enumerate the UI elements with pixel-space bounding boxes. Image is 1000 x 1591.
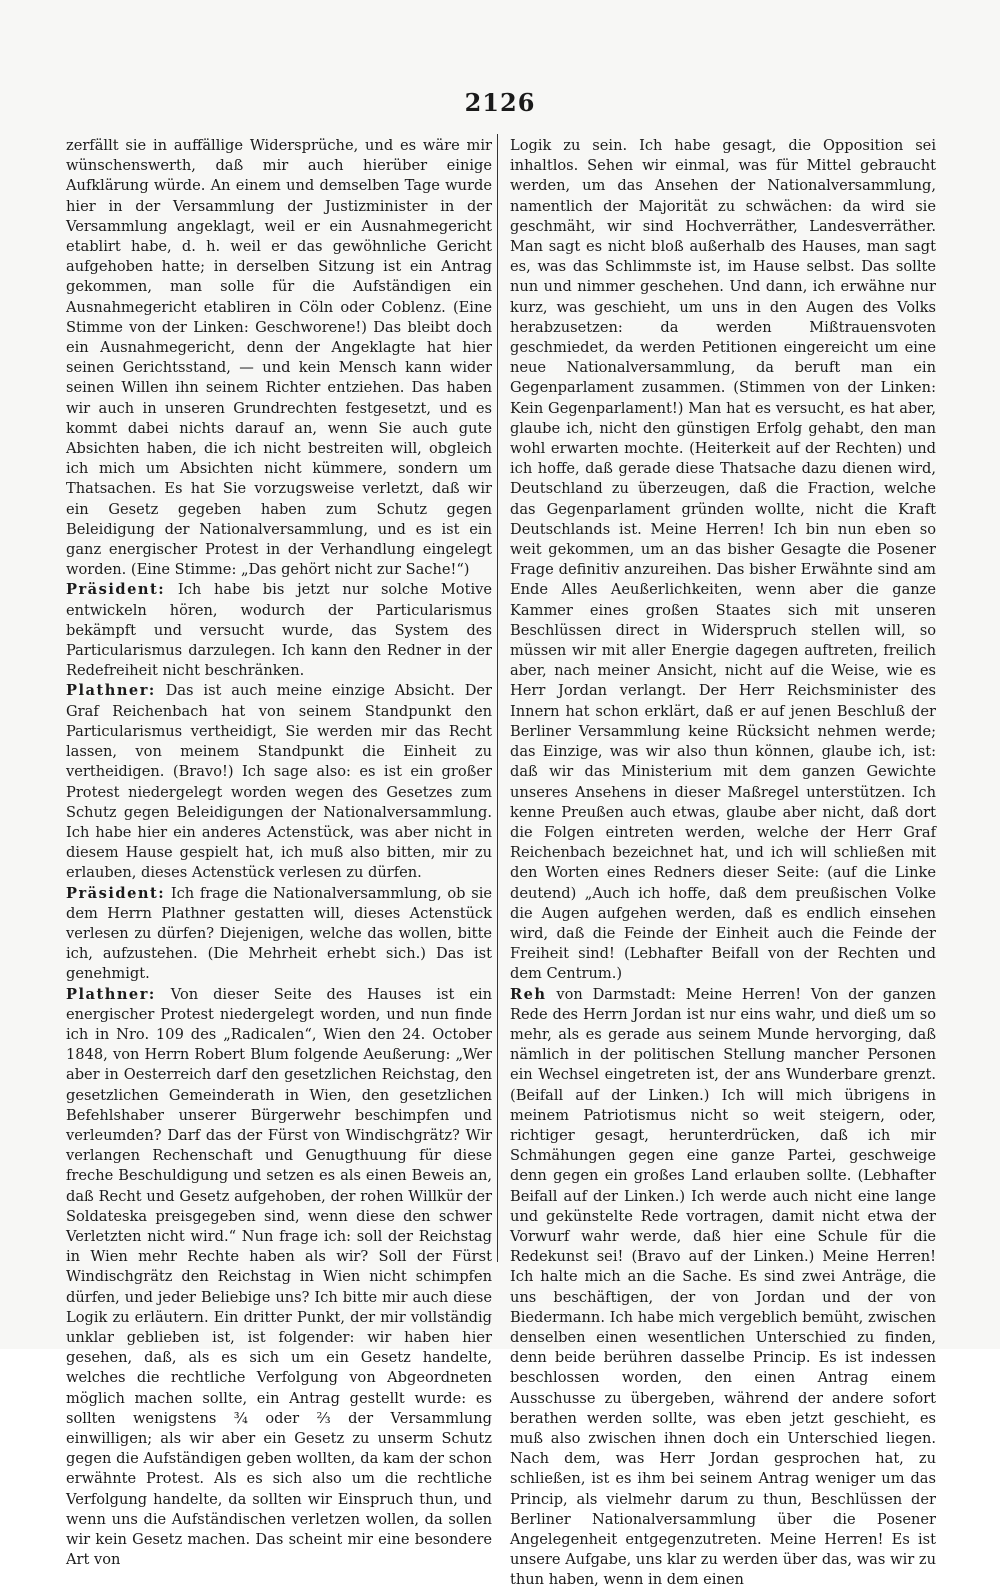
speaker-name: Präsident:: [66, 581, 166, 599]
paragraph: [66, 681, 492, 883]
paragraph-text: zerfällt sie in auffällige Widersprüche, und es wäre mir wünschenswerth, daß mir auch hierüber einige Aufklärung würde. An einem und demselben Tage wurde hier in der Versammlung der Justizminister in der Versammlung angeklagt, weil er ein Ausnahmegericht etablirt habe, d. h. weil er das gewöhnliche Gericht aufgehoben hatte; in derselben Sitzung ist ein Antrag gekommen, man solle für die Aufständigen ein Ausnahmegericht etabliren in Cöln oder Coblenz. (Eine Stimme von der Linken: Geschworene!) Das bleibt doch ein Ausnahmegericht, denn der Angeklagte hat hier seinen Gerichtsstand, — und kein Mensch kann wider seinen Willen ihn seinem Richter entziehen. Das haben wir auch in unseren Grundrechten festgesetzt, und es kommt dabei nichts darauf an, wenn Sie auch gute Absichten haben, die ich nicht bestreiten will, obgleich ich mich um Absichten nicht kümmere, sondern um Thatsachen. Es hat Sie vorzugsweise verletzt, daß wir ein Gesetz gegeben haben zum Schutz gegen Beleidigung der Nationalversammlung, und es ist ein ganz energischer Protest in der Verhandlung eingelegt worden. (Eine Stimme: „Das gehört nicht zur Sache!“): [66, 137, 492, 579]
paragraph: [66, 884, 492, 985]
paragraph-text: Logik zu sein. Ich habe gesagt, die Opposition sei inhaltlos. Sehen wir einmal, was für Mittel gebraucht werden, um das Ansehen der Nationalversammlung, namentlich der Majorität zu schwächen: da wird sie geschmäht, wir sind Hochverräther, Landesverräther. Man sagt es nicht bloß außerhalb des Hauses, man sagt es, was das Schlimmste ist, im Hause selbst. Das sollte nun und nimmer geschehen. Und dann, ich erwähne nur kurz, was geschieht, um uns in den Augen des Volks herabzusetzen: da werden Mißtrauensvoten geschmiedet, da werden Petitionen eingereicht um eine neue Nationalversammlung, da beruft man ein Gegenparlament zusammen. (Stimmen von der Linken: Kein Gegenparlament!) Man hat es versucht, es hat aber, glaube ich, nicht den günstigen Erfolg gehabt, den man wohl erwarten mochte. (Heiterkeit auf der Rechten) und ich hoffe, daß gerade diese Thatsache dazu dienen wird, Deutschland zu überzeugen, daß die Fraction, welche das Gegenparlament gründen wollte, nicht die Kraft Deutschlands ist. Meine Herren! Ich bin nun eben so weit gekommen, um an das bisher Gesagte die Posener Frage definitiv anzureihen. Das bisher Erwähnte sind am Ende Alles Aeußerlichkeiten, wenn aber die ganze Kammer eines großen Staates sich mit unseren Beschlüssen direct in Widerspruch stellen will, so müssen wir mit aller Energie dagegen auftreten, freilich aber, nach meiner Ansicht, nicht auf die Weise, wie es Herr Jordan verlangt. Der Herr Reichsminister des Innern hat schon erklärt, daß er auf jenen Beschluß der Berliner Versammlung keine Rücksicht nehmen werde; das Einzige, was wir also thun können, glaube ich, ist: daß wir das Ministerium mit dem ganzen Gewichte unseres Ansehens in dieser Maßregel unterstützen. Ich kenne Preußen auch etwas, glaube aber nicht, daß dort die Folgen eintreten werden, welche der Herr Graf Reichenbach bezeichnet hat, und ich will schließen mit den Worten eines Redners dieser Seite: (auf die Linke deutend) „Auch ich hoffe, daß dem preußischen Volke die Augen aufgehen werden, daß es endlich einsehen wird, daß die Feinde der Einheit auch die Feinde der Freiheit sind! (Lebhafter Beifall von der Rechten und dem Centrum.): [510, 137, 936, 983]
paragraph: [510, 136, 936, 985]
speaker-name: Präsident:: [66, 884, 166, 902]
paragraph-text: Ich frage die Nationalversammlung, ob sie dem Herrn Plathner gestatten will, dieses Actenstück verlesen zu dürfen? Diejenigen, welche das wollen, bitte ich, aufzustehen. (Die Mehrheit erhebt sich.) Das ist genehmigt.: [66, 884, 492, 983]
speaker-name: Plathner:: [66, 985, 156, 1003]
paragraph-text: Von dieser Seite des Hauses ist ein energischer Protest niedergelegt worden, und nun finde ich in Nro. 109 des „Radicalen“, Wien den 24. October 1848, von Herrn Robert Blum folgende Aeußerung: „Wer aber in Oesterreich darf den gesetzlichen Reichstag, den gesetzlichen Gemeinderath in Wien, den gesetzlichen Befehlshaber unserer Bürgerwehr beschimpfen und verleumden? Darf das der Fürst von Windischgrätz? Wir verlangen Rechenschaft und Genugthuung für diese freche Beschuldigung und setzen es als einen Beweis an, daß Recht und Gesetz aufgehoben, der rohen Willkür der Soldateska preisgegeben sind, wenn diese den schwer Verletzten nicht wird.“ Nun frage ich: soll der Reichstag in Wien mehr Rechte haben als wir? Soll der Fürst Windischgrätz den Reichstag in Wien nicht schimpfen dürfen, und jeder Beliebige uns? Ich bitte mir auch diese Logik zu erläutern. Ein dritter Punkt, der mir vollständig unklar geblieben ist, ist folgender: wir haben hier gesehen, daß, als es sich um ein Gesetz handelte, welches die rechtliche Verfolgung von Abgeordneten möglich machen sollte, ein Antrag gestellt wurde: es sollten wenigstens ¾ oder ⅔ der Versammlung einwilligen; als wir aber ein Gesetz zu unserm Schutz gegen die Aufständigen geben wollten, da kam der schon erwähnte Protest. Als es sich also um die rechtliche Verfolgung handelte, da sollten wir Einspruch thun, und wenn uns die Aufständischen verletzen wollen, da sollen wir kein Gesetz machen. Das scheint mir eine besondere Art von: [66, 985, 493, 1569]
paragraph: [510, 985, 936, 1591]
paragraph-text: Ich habe bis jetzt nur solche Motive entwickeln hören, wodurch der Particularismus bekämpft und versucht wurde, das System des Particularismus darzulegen. Ich kann den Redner in der Redefreiheit nicht beschränken.: [66, 581, 492, 680]
paragraph-text: Das ist auch meine einzige Absicht. Der Graf Reichenbach hat von seinem Standpunkt den Particularismus vertheidigt, Sie werden mir das Recht lassen, von meinem Standpunkt die Einheit zu vertheidigen. (Bravo!) Ich sage also: es ist ein großer Protest niedergelegt worden wegen des Gesetzes zum Schutz gegen Beleidigungen der Nationalversammlung. Ich habe hier ein anderes Actenstück, was aber nicht in diesem Hause gespielt hat, ich muß also bitten, mir zu erlauben, dieses Actenstück verlesen zu dürfen.: [66, 682, 493, 882]
page-number: 2126: [464, 88, 536, 117]
paragraph: [66, 580, 492, 681]
speaker-name: Reh: [510, 985, 547, 1003]
paragraph-text: von Darmstadt: Meine Herren! Von der ganzen Rede des Herrn Jordan ist nur eins wahr, und dieß um so mehr, als es gerade aus seinem Munde hervorging, daß nämlich in der politischen Stellung mancher Personen ein Wechsel eingetreten ist, der ans Wunderbare grenzt. (Beifall auf der Linken.) Ich will mich übrigens in meinem Patriotismus nicht so weit steigern, oder, richtiger gesagt, herunterdrücken, daß ich mir Schmähungen gegen eine ganze Partei, geschweige denn gegen ein großes Land erlauben sollte. (Lebhafter Beifall auf der Linken.) Ich werde auch nicht eine lange und gekünstelte Rede vortragen, damit nicht etwa der Vorwurf wahr werde, daß hier eine Schule für die Redekunst sei! (Bravo auf der Linken.) Meine Herren! Ich halte mich an die Sache. Es sind zwei Anträge, die uns beschäftigen, der von Jordan und der von Biedermann. Ich habe mich vergeblich bemüht, zwischen denselben einen wesentlichen Unterschied zu finden, denn beide berühren dasselbe Princip. Es ist indessen beschlossen worden, den einen Antrag einem Ausschusse zu übergeben, während der andere sofort berathen werden sollte, was eben jetzt geschieht, es muß also zwischen ihnen doch ein Unterschied liegen. Nach dem, was Herr Jordan gesprochen hat, zu schließen, ist es ihm bei seinem Antrag weniger um das Princip, als vielmehr darum zu thun, Beschlüssen der Berliner Nationalversammlung über die Posener Angelegenheit entgegenzutreten. Meine Herren! Es ist unsere Aufgabe, uns klar zu werden über das, was wir zu thun haben, wenn in dem einen: [510, 985, 936, 1589]
paragraph: [66, 985, 492, 1571]
speaker-name: Plathner:: [66, 682, 156, 700]
column-divider: [497, 134, 498, 1262]
paragraph: [66, 136, 492, 580]
left-text-column: [66, 136, 493, 1569]
right-text-column: [510, 136, 936, 1589]
